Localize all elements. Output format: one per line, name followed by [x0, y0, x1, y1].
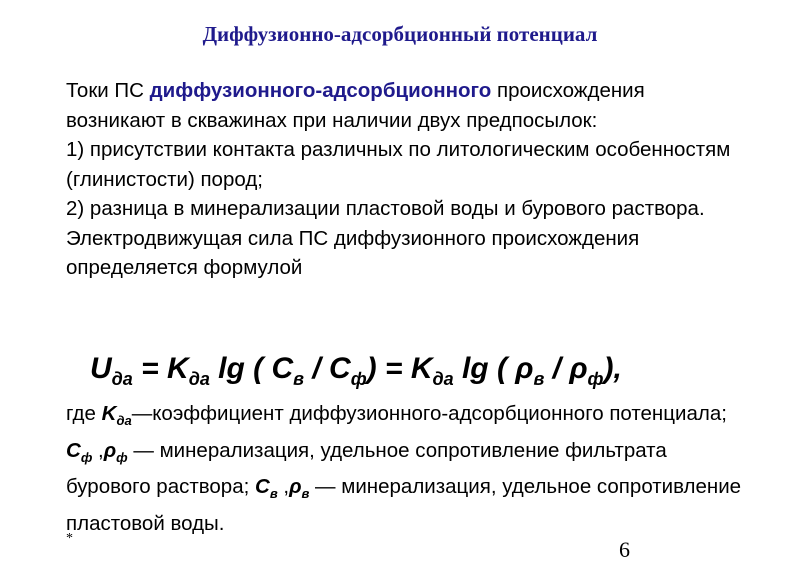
formula-part: lg ( C: [209, 352, 294, 385]
where-sub: ф: [80, 449, 93, 465]
formula-part: =: [132, 352, 168, 385]
where-symbol: С: [66, 438, 81, 462]
formula-part: ) = K: [366, 352, 433, 385]
formula-sub: ф: [350, 369, 367, 389]
formula-part: ),: [603, 352, 622, 385]
formula: [90, 352, 790, 390]
where-symbol: ρ: [289, 475, 302, 499]
formula-u: U: [90, 352, 112, 385]
formula-part: K: [167, 352, 189, 385]
footer-mark: *: [66, 531, 73, 546]
where-text: — минерализация, удельное сопротивление фильтрата бурового раствора;: [66, 438, 667, 499]
page-number: 6: [619, 537, 630, 562]
where-text: — минерализация, удельное сопротивление пластовой воды.: [66, 475, 742, 535]
where-text: ,: [277, 475, 290, 499]
intro-highlight: диффузионного-адсорбционного: [149, 79, 492, 102]
formula-part: / ρ: [544, 352, 588, 385]
formula-sub: в: [293, 369, 305, 389]
formula-sub: ф: [587, 369, 604, 389]
where-text: ,: [92, 438, 104, 462]
formula-sub: да: [432, 369, 454, 389]
formula-sub: в: [533, 369, 545, 389]
formula-part: lg ( ρ: [453, 352, 534, 385]
where-text: —коэффициент диффузионного-адсорбционного потенциала;: [131, 402, 727, 425]
slide-title: Диффузионно-адсорбционный потенциал: [202, 22, 598, 46]
formula-part: / C: [304, 352, 351, 385]
condition-item-2: 2) разница в минерализации пластовой воды и бурового раствора.: [66, 197, 705, 220]
where-symbol: ρ: [103, 438, 117, 462]
formula-sub: да: [188, 369, 210, 389]
where-sub: да: [116, 413, 132, 429]
where-sub: в: [269, 486, 278, 502]
intro-paragraph: [66, 76, 746, 135]
emf-paragraph: Электродвижущая сила ПС диффузионного происхождения определяется формулой: [66, 226, 640, 279]
condition-item-1: 1) присутствии контакта различных по литологическим особенностям (глинистости) пород;: [66, 138, 731, 191]
where-sub: ф: [116, 449, 128, 465]
where-text: где: [66, 402, 102, 425]
where-paragraph: [66, 399, 746, 538]
slide-body: [66, 76, 746, 283]
intro-end: происхождения возникают в скважинах при наличии двух предпосылок:: [66, 79, 645, 132]
where-symbol: K: [101, 402, 117, 425]
where-symbol: С: [255, 475, 270, 499]
intro-start: Токи ПС: [66, 79, 150, 102]
formula-sub: да: [111, 369, 133, 389]
where-sub: в: [301, 486, 310, 502]
